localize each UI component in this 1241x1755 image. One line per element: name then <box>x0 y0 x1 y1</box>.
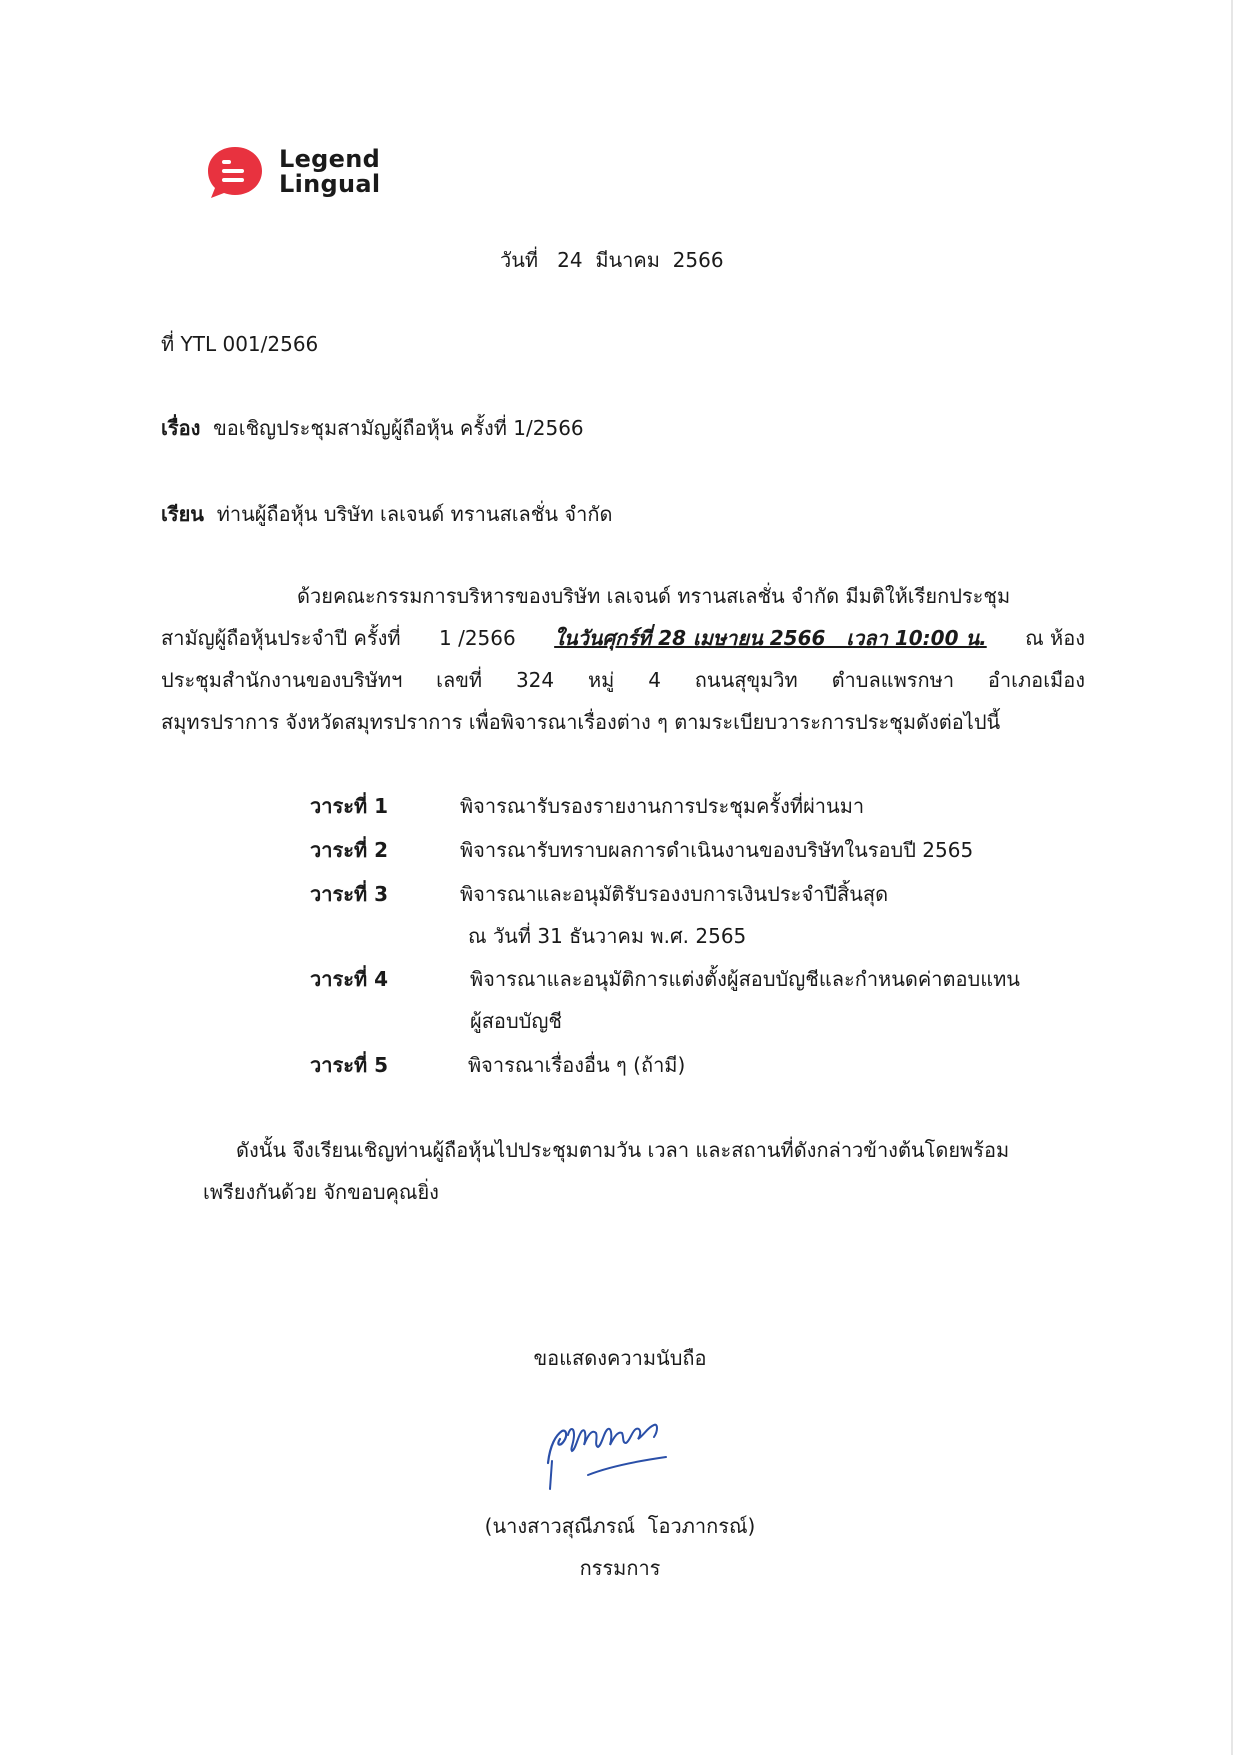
speech-bubble-logo-icon <box>205 144 265 200</box>
agenda-label-3: วาระที่ 3 <box>310 882 389 906</box>
body-line-3 <box>161 666 1085 694</box>
body-line-4 <box>161 708 1000 736</box>
agenda-text-3-cont: ณ วันที่ 31 ธันวาคม พ.ศ. 2565 <box>468 924 747 948</box>
reference-number: ที่ YTL 001/2566 <box>161 332 319 356</box>
logo-line-1: Legend <box>279 145 381 173</box>
subject-text: ขอเชิญประชุมสามัญผู้ถือหุ้น ครั้งที่ 1/2566 <box>213 416 584 440</box>
body-line-1-text: ด้วยคณะกรรมการบริหารของบริษัท เลเจนด์ ทรานสเลชั่น จำกัด มีมติให้เรียกประชุม <box>297 584 1011 608</box>
subject-label: เรื่อง <box>161 416 201 440</box>
company-logo <box>205 142 380 202</box>
body-line-2-c: ณ ห้อง <box>1025 626 1085 650</box>
subject-line <box>161 414 584 442</box>
body-paragraph <box>161 582 1085 742</box>
body-line-1 <box>297 582 1010 610</box>
scan-edge-line <box>1231 0 1233 1755</box>
body-line-3-w8: อำเภอเมือง <box>987 668 1085 692</box>
signatory-position: กรรมการ <box>579 1556 661 1580</box>
agenda-text-4: พิจารณาและอนุมัติการแต่งตั้งผู้สอบบัญชีและกำหนดค่าตอบแทน <box>470 967 1020 991</box>
logo-wordmark <box>279 147 380 197</box>
agenda-text-5: พิจารณาเรื่องอื่น ๆ (ถ้ามี) <box>468 1053 686 1077</box>
body-line-2-a: สามัญผู้ถือหุ้นประจำปี ครั้งที่ <box>161 626 401 650</box>
body-line-2-b: 1 /2566 <box>439 626 516 650</box>
body-line-4-text: สมุทรปราการ จังหวัดสมุทรปราการ เพื่อพิจารณาเรื่องต่าง ๆ ตามระเบียบวาระการประชุมดังต่อไปนี้ <box>161 710 1001 734</box>
agenda-label-5: วาระที่ 5 <box>310 1053 389 1077</box>
letter-date: วันที่ 24 มีนาคม 2566 <box>500 248 724 272</box>
body-line-3-w2: เลขที่ <box>436 668 483 692</box>
recipient-line <box>161 500 612 528</box>
body-line-3-w6: ถนนสุขุมวิท <box>694 668 798 692</box>
body-line-3-w7: ตำบลแพรกษา <box>831 668 955 692</box>
closing-line-1: ดังนั้น จึงเรียนเชิญท่านผู้ถือหุ้นไปประชุมตามวัน เวลา และสถานที่ดังกล่าวข้างต้นโดยพร้อม <box>236 1138 1010 1162</box>
meeting-datetime: ในวันศุกร์ที่ 28 เมษายน 2566 เวลา 10:00 น. <box>554 626 987 650</box>
agenda-label-2: วาระที่ 2 <box>310 838 389 862</box>
handwritten-signature <box>538 1405 688 1495</box>
agenda-text-2: พิจารณารับทราบผลการดำเนินงานของบริษัทในรอบปี 2565 <box>460 838 974 862</box>
body-line-3-w5: 4 <box>648 668 661 692</box>
closing-line-2: เพรียงกันด้วย จักขอบคุณยิ่ง <box>203 1180 439 1204</box>
body-line-3-w3: 324 <box>515 668 555 692</box>
body-line-3-w1: ประชุมสำนักงานของบริษัทฯ <box>161 668 403 692</box>
body-line-3-w4: หมู่ <box>587 668 615 692</box>
agenda-label-4: วาระที่ 4 <box>310 967 389 991</box>
regards-text: ขอแสดงความนับถือ <box>533 1346 707 1370</box>
signatory-name: (นางสาวสุณีภรณ์ โอวภากรณ์) <box>484 1514 756 1538</box>
logo-line-2: Lingual <box>279 170 381 198</box>
agenda-text-1: พิจารณารับรองรายงานการประชุมครั้งที่ผ่านมา <box>460 794 865 818</box>
agenda-label-1: วาระที่ 1 <box>310 794 389 818</box>
agenda-text-3: พิจารณาและอนุมัติรับรองงบการเงินประจำปีสิ้นสุด <box>460 882 889 906</box>
recipient-text: ท่านผู้ถือหุ้น บริษัท เลเจนด์ ทรานสเลชั่น จำกัด <box>216 502 613 526</box>
recipient-label: เรียน <box>161 502 204 526</box>
body-line-2 <box>161 624 1085 652</box>
agenda-text-4-cont: ผู้สอบบัญชี <box>470 1009 562 1033</box>
